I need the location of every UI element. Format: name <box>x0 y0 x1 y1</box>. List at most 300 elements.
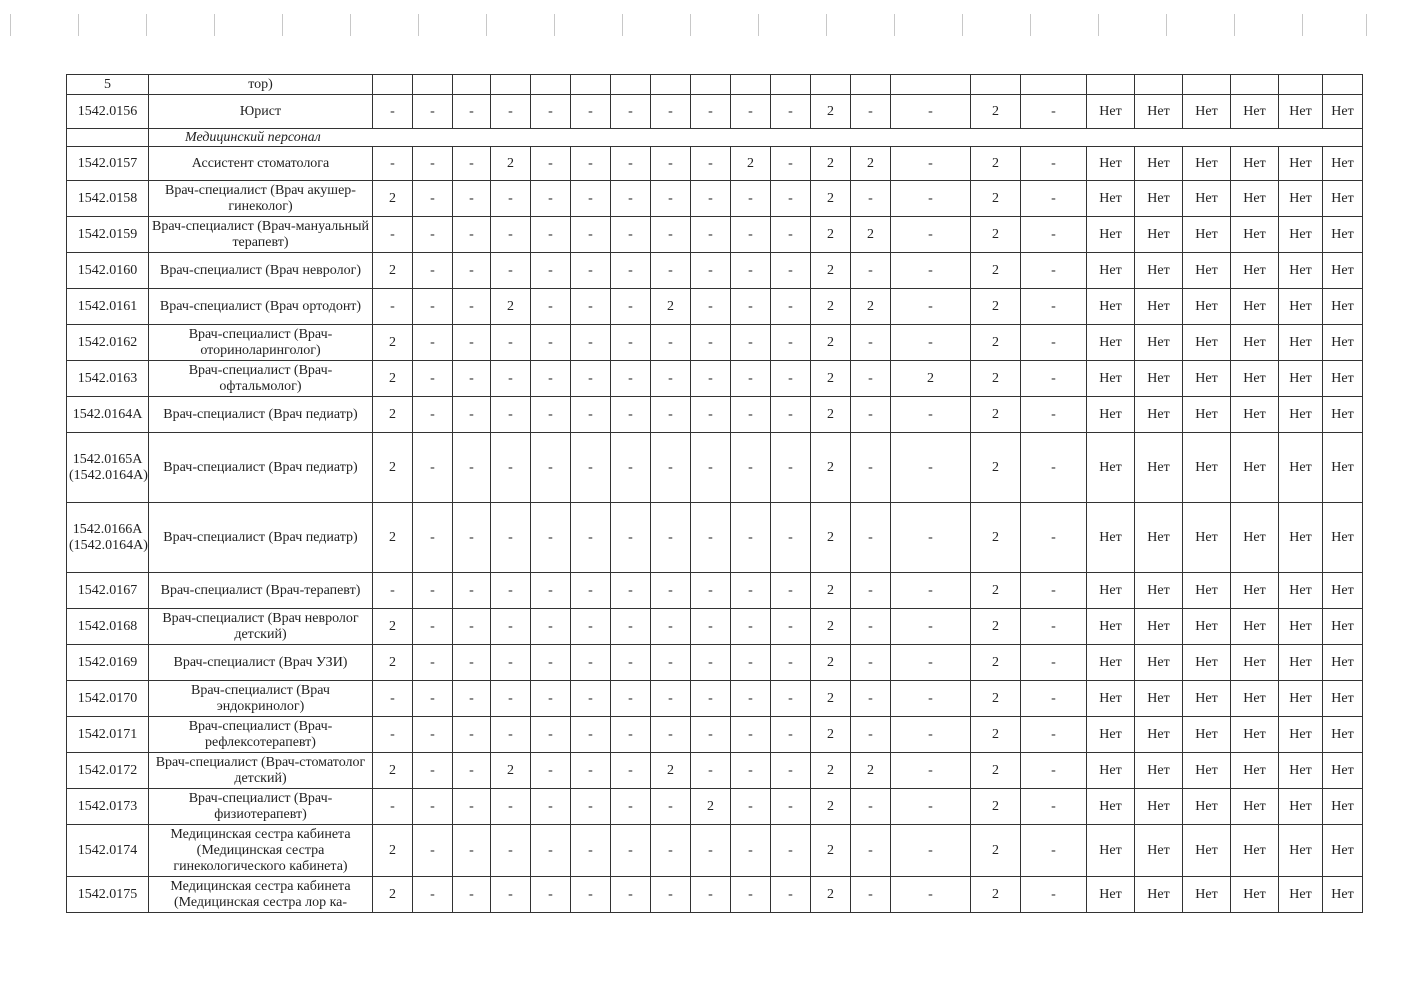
row-value-cell: - <box>413 147 453 181</box>
row-value-cell: - <box>611 217 651 253</box>
row-value-cell: 2 <box>373 503 413 573</box>
row-flag-cell: Нет <box>1183 681 1231 717</box>
row-value-cell: - <box>373 789 413 825</box>
row-flag-cell: Нет <box>1135 325 1183 361</box>
row-flag-cell: Нет <box>1135 181 1183 217</box>
row-flag-cell: Нет <box>1323 753 1363 789</box>
row-value-cell: - <box>413 289 453 325</box>
row-value-cell: - <box>691 181 731 217</box>
row-value-cell: - <box>611 503 651 573</box>
row-value-cell: - <box>771 789 811 825</box>
row-value-cell: - <box>491 181 531 217</box>
row-value-cell: - <box>891 433 971 503</box>
row-flag-cell: Нет <box>1087 253 1135 289</box>
row-value-cell: - <box>611 825 651 877</box>
row-value-cell: - <box>611 289 651 325</box>
row-value-cell: - <box>1021 825 1087 877</box>
row-value-cell: - <box>851 609 891 645</box>
row-flag-cell: Нет <box>1087 877 1135 913</box>
row-flag-cell: Нет <box>1183 753 1231 789</box>
row-value-cell: - <box>413 717 453 753</box>
row-flag-cell: Нет <box>1135 717 1183 753</box>
row-value-cell: - <box>453 95 491 129</box>
row-value-cell: - <box>691 877 731 913</box>
row-value-cell: - <box>611 325 651 361</box>
row-flag-cell: Нет <box>1183 877 1231 913</box>
row-flag-cell: Нет <box>1183 397 1231 433</box>
row-flag-cell: Нет <box>1183 253 1231 289</box>
row-value-cell: - <box>691 717 731 753</box>
row-value-cell: 2 <box>971 645 1021 681</box>
row-value-cell: - <box>731 681 771 717</box>
row-value-cell: - <box>771 681 811 717</box>
row-value-cell: - <box>891 325 971 361</box>
row-value-cell: 2 <box>971 289 1021 325</box>
row-value-cell: - <box>651 645 691 681</box>
row-flag-cell: Нет <box>1279 325 1323 361</box>
row-value-cell: - <box>1021 325 1087 361</box>
row-flag-cell: Нет <box>1323 325 1363 361</box>
row-value-cell: 2 <box>373 361 413 397</box>
row-flag-cell: Нет <box>1231 681 1279 717</box>
row-code-cell: 1542.0163 <box>67 361 149 397</box>
row-position-cell: Медицинская сестра кабинета (Медицинская сестра гинекологического кабинета) <box>149 825 373 877</box>
row-value-cell: - <box>491 681 531 717</box>
row-flag-cell <box>1183 75 1231 95</box>
row-flag-cell: Нет <box>1323 877 1363 913</box>
row-value-cell: 2 <box>851 147 891 181</box>
row-value-cell: - <box>611 645 651 681</box>
row-value-cell: 2 <box>851 217 891 253</box>
row-flag-cell: Нет <box>1183 433 1231 503</box>
row-flag-cell: Нет <box>1087 645 1135 681</box>
row-value-cell: 2 <box>971 609 1021 645</box>
row-value-cell: - <box>453 325 491 361</box>
row-value-cell: - <box>731 503 771 573</box>
row-value-cell: 2 <box>373 253 413 289</box>
row-value-cell: - <box>531 361 571 397</box>
row-value-cell: - <box>373 147 413 181</box>
row-value-cell: - <box>571 181 611 217</box>
row-value-cell: - <box>531 147 571 181</box>
row-value-cell: - <box>491 325 531 361</box>
row-flag-cell: Нет <box>1231 503 1279 573</box>
row-value-cell: - <box>851 397 891 433</box>
row-value-cell: - <box>651 877 691 913</box>
row-value-cell: - <box>771 503 811 573</box>
row-value-cell: - <box>453 289 491 325</box>
row-flag-cell: Нет <box>1323 147 1363 181</box>
row-value-cell: - <box>571 717 611 753</box>
row-value-cell: - <box>1021 147 1087 181</box>
row-value-cell: - <box>491 503 531 573</box>
row-value-cell: - <box>691 433 731 503</box>
row-value-cell: - <box>531 753 571 789</box>
table-row <box>67 609 1363 645</box>
row-value-cell: - <box>691 253 731 289</box>
row-value-cell: - <box>413 397 453 433</box>
table-row <box>67 789 1363 825</box>
row-value-cell: - <box>531 397 571 433</box>
row-value-cell: - <box>1021 361 1087 397</box>
row-flag-cell: Нет <box>1135 217 1183 253</box>
row-position-cell: Врач-специалист (Врач акушер-гинеколог) <box>149 181 373 217</box>
row-value-cell: - <box>771 433 811 503</box>
row-value-cell: - <box>651 147 691 181</box>
row-value-cell: - <box>571 289 611 325</box>
table-row <box>67 753 1363 789</box>
row-value-cell <box>531 75 571 95</box>
row-value-cell: - <box>771 289 811 325</box>
row-flag-cell: Нет <box>1279 289 1323 325</box>
row-value-cell: - <box>491 877 531 913</box>
row-position-cell: Врач-специалист (Врач педиатр) <box>149 433 373 503</box>
row-value-cell: - <box>413 877 453 913</box>
row-flag-cell: Нет <box>1279 877 1323 913</box>
row-flag-cell: Нет <box>1135 289 1183 325</box>
row-flag-cell: Нет <box>1279 95 1323 129</box>
row-value-cell <box>413 75 453 95</box>
row-value-cell <box>373 75 413 95</box>
row-position-cell: Врач-специалист (Врач-офтальмолог) <box>149 361 373 397</box>
row-value-cell: - <box>891 573 971 609</box>
row-value-cell: - <box>571 503 611 573</box>
row-flag-cell: Нет <box>1135 361 1183 397</box>
row-flag-cell: Нет <box>1231 825 1279 877</box>
row-flag-cell: Нет <box>1135 645 1183 681</box>
row-value-cell: - <box>851 717 891 753</box>
row-value-cell: - <box>651 217 691 253</box>
row-value-cell: - <box>1021 753 1087 789</box>
row-value-cell: - <box>651 181 691 217</box>
row-value-cell: 2 <box>811 181 851 217</box>
row-value-cell: - <box>771 825 811 877</box>
row-value-cell: - <box>531 503 571 573</box>
row-flag-cell <box>1231 75 1279 95</box>
table-row <box>67 681 1363 717</box>
row-flag-cell: Нет <box>1135 573 1183 609</box>
row-value-cell: - <box>731 753 771 789</box>
row-flag-cell: Нет <box>1323 361 1363 397</box>
row-value-cell: - <box>491 433 531 503</box>
table-row <box>67 717 1363 753</box>
row-value-cell <box>971 75 1021 95</box>
row-value-cell: 2 <box>971 433 1021 503</box>
row-flag-cell: Нет <box>1279 789 1323 825</box>
row-value-cell: 2 <box>811 289 851 325</box>
row-value-cell: - <box>531 95 571 129</box>
row-flag-cell: Нет <box>1279 753 1323 789</box>
row-flag-cell: Нет <box>1087 217 1135 253</box>
row-value-cell: - <box>571 645 611 681</box>
row-code-cell: 1542.0161 <box>67 289 149 325</box>
section-empty-cell <box>67 129 149 147</box>
row-value-cell: - <box>531 325 571 361</box>
table-row <box>67 573 1363 609</box>
row-value-cell: - <box>731 645 771 681</box>
row-flag-cell: Нет <box>1087 181 1135 217</box>
row-flag-cell: Нет <box>1323 253 1363 289</box>
row-value-cell: - <box>731 825 771 877</box>
row-value-cell: - <box>851 325 891 361</box>
row-value-cell: - <box>851 877 891 913</box>
row-value-cell: - <box>771 361 811 397</box>
row-position-cell: Врач-специалист (Врач-рефлексотерапевт) <box>149 717 373 753</box>
row-value-cell: - <box>771 609 811 645</box>
row-value-cell: - <box>731 217 771 253</box>
row-code-cell: 1542.0164А <box>67 397 149 433</box>
row-flag-cell: Нет <box>1087 609 1135 645</box>
row-code-cell: 1542.0172 <box>67 753 149 789</box>
row-value-cell: - <box>891 503 971 573</box>
row-value-cell: 2 <box>811 217 851 253</box>
row-value-cell: 2 <box>971 361 1021 397</box>
row-value-cell <box>571 75 611 95</box>
row-value-cell: 2 <box>971 503 1021 573</box>
row-flag-cell: Нет <box>1087 573 1135 609</box>
row-flag-cell: Нет <box>1183 361 1231 397</box>
row-flag-cell: Нет <box>1279 361 1323 397</box>
row-value-cell: - <box>771 217 811 253</box>
row-value-cell: - <box>891 645 971 681</box>
row-position-cell: Врач-специалист (Врач-стоматолог детский) <box>149 753 373 789</box>
row-code-cell: 1542.0173 <box>67 789 149 825</box>
row-position-cell: Врач-специалист (Врач-оториноларинголог) <box>149 325 373 361</box>
row-flag-cell: Нет <box>1279 503 1323 573</box>
row-value-cell: - <box>611 95 651 129</box>
row-value-cell: - <box>491 397 531 433</box>
row-value-cell: - <box>413 433 453 503</box>
row-code-cell: 1542.0156 <box>67 95 149 129</box>
row-value-cell: - <box>771 573 811 609</box>
row-value-cell: 2 <box>971 573 1021 609</box>
row-value-cell: - <box>373 573 413 609</box>
row-value-cell: - <box>611 609 651 645</box>
table-row <box>67 825 1363 877</box>
row-flag-cell: Нет <box>1135 877 1183 913</box>
row-value-cell: - <box>851 253 891 289</box>
row-value-cell: 2 <box>971 95 1021 129</box>
row-code-cell: 1542.0167 <box>67 573 149 609</box>
row-flag-cell <box>1087 75 1135 95</box>
row-position-cell: Врач-специалист (Врач-мануальный терапевт) <box>149 217 373 253</box>
row-code-cell: 1542.0157 <box>67 147 149 181</box>
row-value-cell: 2 <box>811 717 851 753</box>
row-flag-cell: Нет <box>1231 789 1279 825</box>
row-value-cell: 2 <box>651 289 691 325</box>
row-flag-cell: Нет <box>1183 147 1231 181</box>
row-value-cell: - <box>1021 789 1087 825</box>
row-value-cell: - <box>491 253 531 289</box>
row-value-cell: - <box>691 753 731 789</box>
row-value-cell: 2 <box>971 825 1021 877</box>
row-value-cell: - <box>531 433 571 503</box>
row-value-cell: - <box>1021 95 1087 129</box>
row-flag-cell: Нет <box>1231 877 1279 913</box>
row-value-cell: - <box>891 289 971 325</box>
row-value-cell: - <box>691 325 731 361</box>
table-row <box>67 361 1363 397</box>
table-row <box>67 75 1363 95</box>
row-value-cell: - <box>453 433 491 503</box>
row-value-cell: 2 <box>811 877 851 913</box>
row-value-cell: - <box>571 397 611 433</box>
row-flag-cell: Нет <box>1323 503 1363 573</box>
row-value-cell: - <box>851 433 891 503</box>
row-value-cell <box>651 75 691 95</box>
row-flag-cell: Нет <box>1231 433 1279 503</box>
row-flag-cell: Нет <box>1135 253 1183 289</box>
table-row <box>67 181 1363 217</box>
row-value-cell: - <box>453 609 491 645</box>
row-value-cell: 2 <box>373 645 413 681</box>
row-value-cell: - <box>851 95 891 129</box>
table-row <box>67 503 1363 573</box>
row-value-cell: - <box>1021 609 1087 645</box>
row-flag-cell: Нет <box>1231 361 1279 397</box>
row-flag-cell: Нет <box>1279 573 1323 609</box>
row-value-cell: - <box>1021 253 1087 289</box>
row-value-cell: - <box>891 753 971 789</box>
row-value-cell: - <box>531 253 571 289</box>
row-flag-cell: Нет <box>1183 289 1231 325</box>
staff-assessment-table <box>66 74 1363 913</box>
row-flag-cell: Нет <box>1087 503 1135 573</box>
row-flag-cell: Нет <box>1323 681 1363 717</box>
row-code-cell: 1542.0169 <box>67 645 149 681</box>
row-code-cell: 1542.0175 <box>67 877 149 913</box>
row-flag-cell: Нет <box>1279 825 1323 877</box>
row-flag-cell: Нет <box>1231 645 1279 681</box>
row-value-cell <box>771 75 811 95</box>
row-flag-cell: Нет <box>1231 573 1279 609</box>
row-value-cell: 2 <box>691 789 731 825</box>
table-body <box>67 75 1363 913</box>
row-value-cell: - <box>413 181 453 217</box>
row-value-cell: - <box>413 361 453 397</box>
row-value-cell: - <box>771 397 811 433</box>
row-value-cell: 2 <box>811 573 851 609</box>
row-flag-cell: Нет <box>1231 717 1279 753</box>
row-flag-cell: Нет <box>1135 433 1183 503</box>
row-value-cell: 2 <box>971 217 1021 253</box>
row-value-cell: - <box>453 503 491 573</box>
row-value-cell: - <box>611 717 651 753</box>
row-flag-cell: Нет <box>1183 645 1231 681</box>
row-flag-cell: Нет <box>1087 325 1135 361</box>
row-flag-cell <box>1135 75 1183 95</box>
row-value-cell <box>453 75 491 95</box>
row-value-cell: - <box>691 95 731 129</box>
row-value-cell: - <box>691 503 731 573</box>
row-value-cell: 2 <box>811 325 851 361</box>
row-value-cell: - <box>453 573 491 609</box>
row-position-cell: Врач-специалист (Врач педиатр) <box>149 503 373 573</box>
row-value-cell: - <box>771 877 811 913</box>
row-value-cell: 2 <box>373 325 413 361</box>
row-value-cell: - <box>531 609 571 645</box>
row-value-cell: - <box>453 681 491 717</box>
row-value-cell: - <box>851 361 891 397</box>
row-flag-cell: Нет <box>1279 147 1323 181</box>
row-value-cell: - <box>491 645 531 681</box>
row-flag-cell: Нет <box>1323 397 1363 433</box>
table-row <box>67 645 1363 681</box>
row-value-cell: - <box>1021 217 1087 253</box>
section-title: Медицинский персонал <box>149 129 1363 147</box>
row-value-cell: - <box>651 717 691 753</box>
row-value-cell <box>691 75 731 95</box>
row-value-cell: 2 <box>373 753 413 789</box>
row-value-cell <box>611 75 651 95</box>
row-flag-cell: Нет <box>1231 95 1279 129</box>
row-value-cell: - <box>491 789 531 825</box>
row-value-cell: - <box>731 181 771 217</box>
row-value-cell: - <box>611 253 651 289</box>
row-flag-cell: Нет <box>1183 717 1231 753</box>
row-position-cell: Врач-специалист (Врач невролог детский) <box>149 609 373 645</box>
row-value-cell: - <box>731 717 771 753</box>
row-value-cell: - <box>891 877 971 913</box>
row-value-cell: - <box>453 645 491 681</box>
row-flag-cell <box>1279 75 1323 95</box>
row-value-cell: 2 <box>811 789 851 825</box>
row-value-cell: - <box>531 645 571 681</box>
row-value-cell: 2 <box>811 433 851 503</box>
row-value-cell: - <box>531 573 571 609</box>
row-value-cell: - <box>891 95 971 129</box>
row-value-cell: - <box>453 361 491 397</box>
row-value-cell: 2 <box>971 397 1021 433</box>
row-value-cell: - <box>453 753 491 789</box>
row-value-cell: - <box>851 573 891 609</box>
row-value-cell <box>891 75 971 95</box>
row-value-cell: - <box>491 217 531 253</box>
row-value-cell: - <box>571 361 611 397</box>
row-code-cell: 1542.0158 <box>67 181 149 217</box>
row-flag-cell: Нет <box>1135 753 1183 789</box>
row-value-cell: - <box>851 503 891 573</box>
row-value-cell: - <box>1021 503 1087 573</box>
row-value-cell: - <box>891 217 971 253</box>
row-value-cell: - <box>1021 181 1087 217</box>
row-value-cell: - <box>731 253 771 289</box>
row-position-cell: Ассистент стоматолога <box>149 147 373 181</box>
row-value-cell: - <box>571 753 611 789</box>
row-value-cell: - <box>453 825 491 877</box>
row-flag-cell: Нет <box>1279 681 1323 717</box>
row-value-cell: - <box>373 681 413 717</box>
row-flag-cell: Нет <box>1135 681 1183 717</box>
row-value-cell: - <box>571 433 611 503</box>
row-value-cell: - <box>651 361 691 397</box>
row-value-cell: - <box>691 147 731 181</box>
row-value-cell: - <box>413 645 453 681</box>
row-position-cell: Юрист <box>149 95 373 129</box>
row-value-cell: 2 <box>811 609 851 645</box>
row-value-cell: - <box>891 181 971 217</box>
row-value-cell: - <box>771 717 811 753</box>
row-value-cell: - <box>491 825 531 877</box>
row-flag-cell: Нет <box>1183 325 1231 361</box>
row-value-cell: - <box>1021 289 1087 325</box>
row-value-cell: 2 <box>971 681 1021 717</box>
row-flag-cell: Нет <box>1183 789 1231 825</box>
row-value-cell: - <box>373 95 413 129</box>
row-flag-cell: Нет <box>1231 217 1279 253</box>
row-value-cell: - <box>571 95 611 129</box>
row-value-cell: - <box>1021 877 1087 913</box>
